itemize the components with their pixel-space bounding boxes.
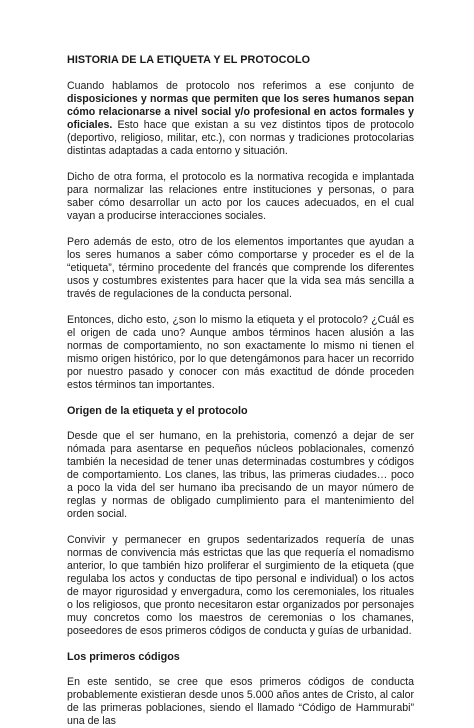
paragraph-3: Pero además de esto, otro de los elementos importantes que ayudan a los seres humanos a saber cómo comportarse y proceder es el de la “etiqueta”, término procedente del francés que comprende los diferentes usos y costumbres existentes para hacer que la vida sea más sencilla a través de regulaciones de la conducta personal. [67, 236, 414, 300]
section-heading-primeros-codigos: Los primeros códigos [67, 651, 180, 663]
paragraph-5: Desde que el ser humano, en la prehistoria, comenzó a dejar de ser nómada para asentarse en pequeños núcleos poblacionales, comenzó también la necesidad de tener unas determinadas costumbres y códigos de comportamiento. Los clanes, las tribus, las primeras ciudades… poco a poco la vida del ser humano iba precisando de un mayor número de reglas y normas de obligado cumplimiento para el mantenimiento del orden social. [67, 430, 414, 520]
section-heading-origen: Origen de la etiqueta y el protocolo [67, 405, 248, 417]
paragraph-6: Convivir y permanecer en grupos sedentarizados requería de unas normas de convivencia más estrictas que las que requería el nomadismo anterior, lo que también hizo proliferar el surgimiento de la etiqueta (que regulaba los actos y conductas de tipo personal e individual) o los actos de mayor rigurosidad y envergadura, como los ceremoniales, los rituales o los religiosos, que pronto necesitaron estar organizados por personajes muy concretos como los maestros de ceremonias o los chamanes, poseedores de esos primeros códigos de conducta y guías de urbanidad. [67, 534, 414, 637]
paragraph-7: En este sentido, se cree que esos primeros códigos de conducta probablemente existieran desde unos 5.000 años antes de Cristo, al calor de las primeras poblaciones, siendo el llamado “Código de Hammurabi” una de las [67, 676, 414, 727]
paragraph-2: Dicho de otra forma, el protocolo es la normativa recogida e implantada para normalizar las relaciones entre instituciones y personas, o para saber cómo desarrollar un acto por los cauces adecuados, en el cual vayan a producirse interacciones sociales. [67, 171, 414, 222]
document-title: HISTORIA DE LA ETIQUETA Y EL PROTOCOLO [67, 54, 311, 66]
paragraph-intro-bold: disposiciones y normas que permiten que los seres humanos sepan cómo relacionarse a nivel social y/o profesional en actos formales y oficiales. [67, 93, 414, 131]
paragraph-intro-end: Esto hace que existan a su vez distintos tipos de protocolo (deportivo, religioso, militar, etc.), con normas y tradiciones protocolarias distintas adaptadas a cada entorno y situación. [67, 119, 414, 157]
paragraph-intro [67, 80, 414, 158]
paragraph-intro-start: Cuando hablamos de protocolo nos referimos a ese conjunto de [67, 80, 414, 92]
paragraph-4: Entonces, dicho esto, ¿son lo mismo la etiqueta y el protocolo? ¿Cuál es el origen de cada uno? Aunque ambos términos hacen alusión a las normas de comportamiento, no son exactamente lo mismo ni tienen el mismo origen histórico, por lo que detengámonos para hacer un recorrido por nuestro pasado y conocer con más exactitud de dónde proceden estos términos tan importantes. [67, 314, 414, 391]
